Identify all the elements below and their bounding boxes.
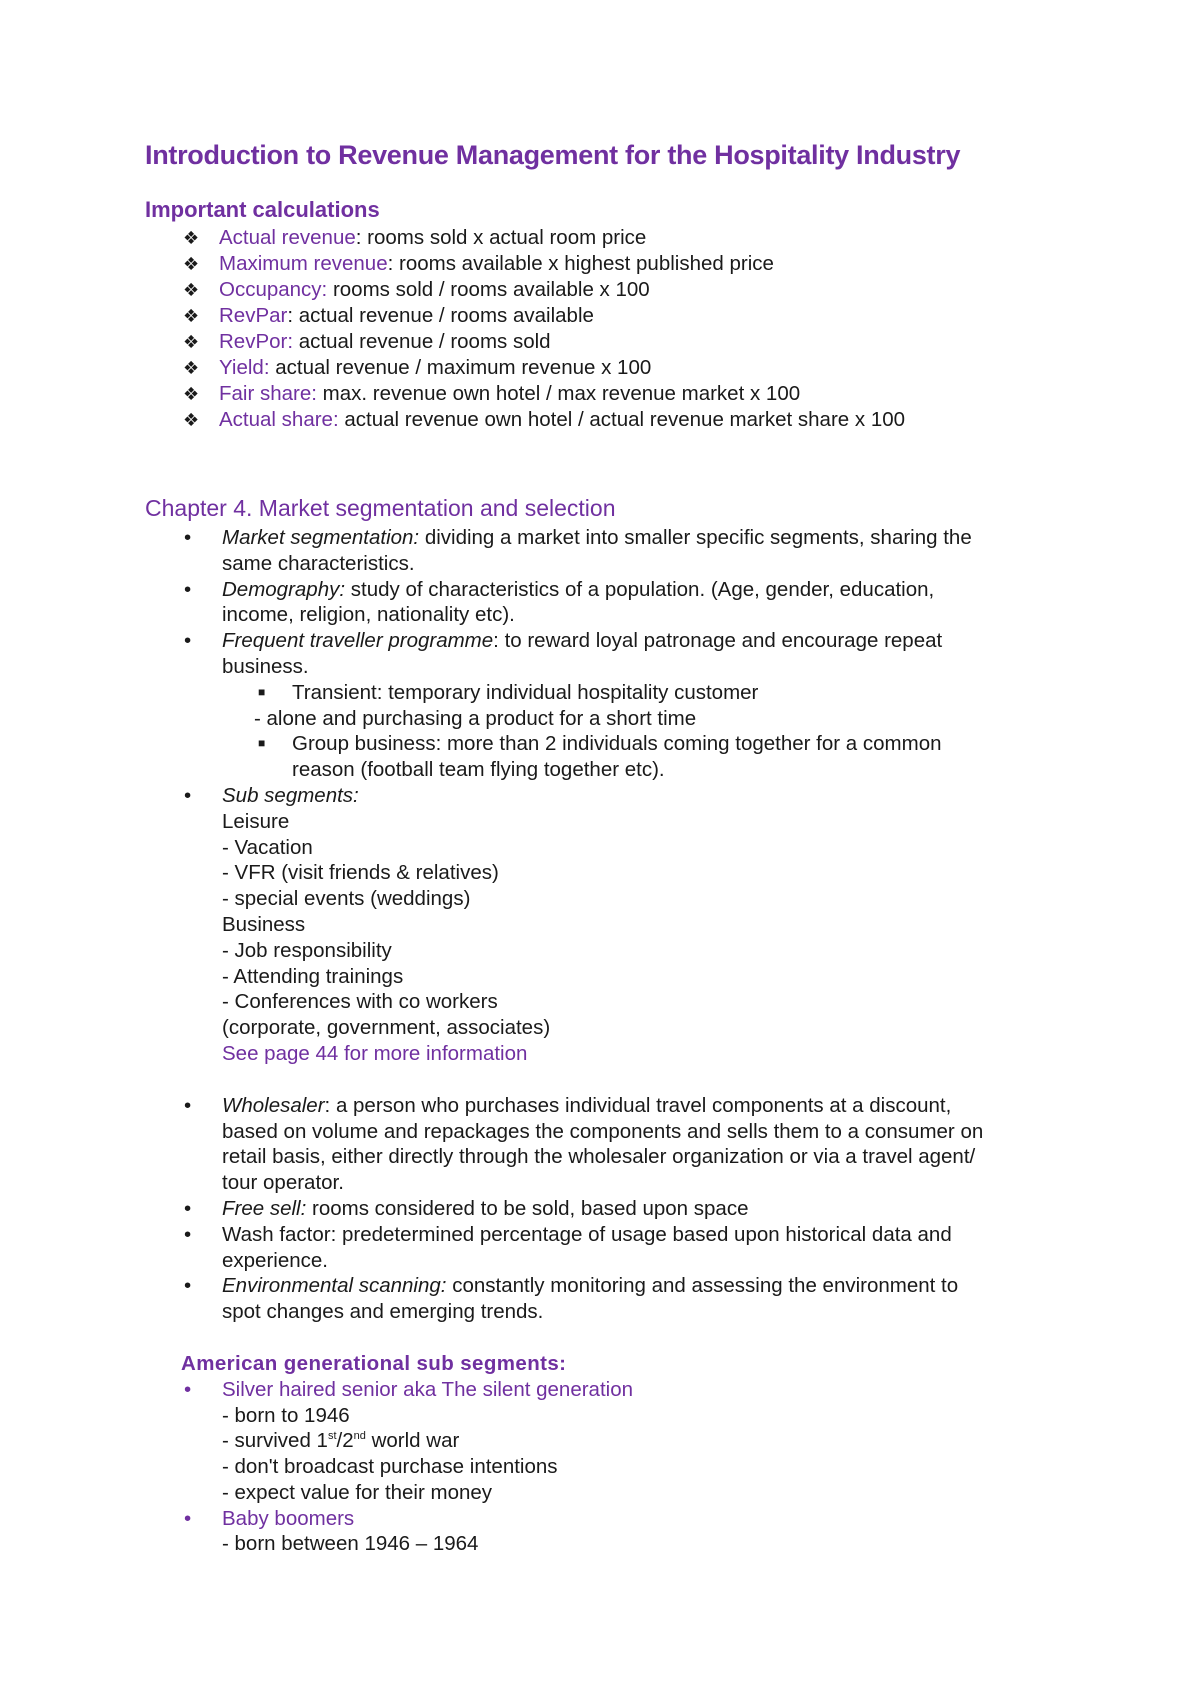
- square-bullet-icon: ■: [258, 684, 266, 699]
- bullet-icon: •: [184, 1093, 192, 1117]
- list-item: ❖ Yield: actual revenue / maximum revenue x 100: [183, 356, 652, 379]
- list-item: • Frequent traveller programme: to reward loyal patronage and encourage repeat business.: [184, 629, 943, 678]
- list-item: - alone and purchasing a product for a short time: [254, 706, 697, 730]
- list-item: • Free sell: rooms considered to be sold, based upon space: [184, 1196, 749, 1220]
- bullet-icon: •: [184, 1222, 192, 1246]
- list-item: ❖ Occupancy: rooms sold / rooms available x 100: [183, 278, 650, 301]
- see-page-note: See page 44 for more information: [222, 1041, 528, 1065]
- calculations-list: [145, 225, 1065, 433]
- bullet-icon: •: [184, 577, 192, 601]
- diamond-bullet-icon: ❖: [183, 280, 200, 300]
- list-item: ❖ Fair share: max. revenue own hotel / max revenue market x 100: [183, 382, 801, 405]
- list-item: • Baby boomers - born between 1946 – 1964: [184, 1506, 479, 1556]
- list-item: • Wash factor: predetermined percentage of usage based upon historical data and experience.: [184, 1222, 952, 1272]
- list-item: • Market segmentation: dividing a market into smaller specific segments, sharing the same characteristics.: [184, 526, 972, 575]
- calculations-heading: Important calculations: [145, 197, 380, 222]
- list-item: ❖ Actual share: actual revenue own hotel / actual revenue market share x 100: [183, 408, 906, 431]
- document-page: [145, 140, 1065, 1557]
- list-item: • Wholesaler: a person who purchases individual travel components at a discount, based on volume and repackages the components and sells them to a consumer on retail basis, either directly through the wholesaler organization or via a travel agent/ tour operator.: [184, 1093, 984, 1195]
- square-bullet-icon: ■: [258, 736, 266, 751]
- bullet-icon: •: [184, 783, 192, 807]
- list-item: • Silver haired senior aka The silent generation - born to 1946 - survived 1st/2nd world war - don't broadcast purchase intentions - expect value for their money: [184, 1377, 634, 1504]
- diamond-bullet-icon: ❖: [183, 332, 200, 352]
- bullet-icon: •: [184, 526, 192, 549]
- diamond-bullet-icon: ❖: [183, 410, 200, 430]
- bullet-icon: •: [184, 1196, 192, 1220]
- list-item: ■ Transient: temporary individual hospitality customer: [258, 680, 759, 704]
- diamond-bullet-icon: ❖: [183, 306, 200, 326]
- list-item: ❖ Actual revenue: rooms sold x actual room price: [183, 226, 647, 249]
- list-item: ■ Group business: more than 2 individuals coming together for a common reason (football team flying together etc).: [258, 732, 942, 782]
- bullet-icon: •: [184, 1506, 192, 1530]
- diamond-bullet-icon: ❖: [183, 358, 200, 378]
- generations-heading: American generational sub segments:: [181, 1351, 567, 1375]
- document-title: Introduction to Revenue Management for the Hospitality Industry: [145, 140, 961, 170]
- diamond-bullet-icon: ❖: [183, 384, 200, 404]
- chapter-heading: Chapter 4. Market segmentation and selection: [145, 495, 616, 521]
- diamond-bullet-icon: ❖: [183, 254, 200, 274]
- list-item: ❖ Maximum revenue: rooms available x highest published price: [183, 252, 774, 275]
- diamond-bullet-icon: ❖: [183, 228, 200, 248]
- bullet-icon: •: [184, 1377, 192, 1401]
- list-item: ❖ RevPor: actual revenue / rooms sold: [183, 330, 551, 353]
- list-item: • Sub segments: Leisure - Vacation - VFR (visit friends & relatives) - special events (weddings) Business - Job responsibility - Attending trainings - Conferences with co workers (corporate, government, associates) See page 44 for more information: [145, 783, 1065, 1067]
- bullet-icon: •: [184, 629, 192, 653]
- bullet-icon: •: [184, 1274, 192, 1298]
- list-item: • Environmental scanning: constantly monitoring and assessing the environment to spot changes and emerging trends.: [184, 1274, 959, 1324]
- list-item: • Demography: study of characteristics of a population. (Age, gender, education, income, religion, nationality etc).: [184, 577, 935, 627]
- list-item: ❖ RevPar: actual revenue / rooms available: [183, 304, 594, 327]
